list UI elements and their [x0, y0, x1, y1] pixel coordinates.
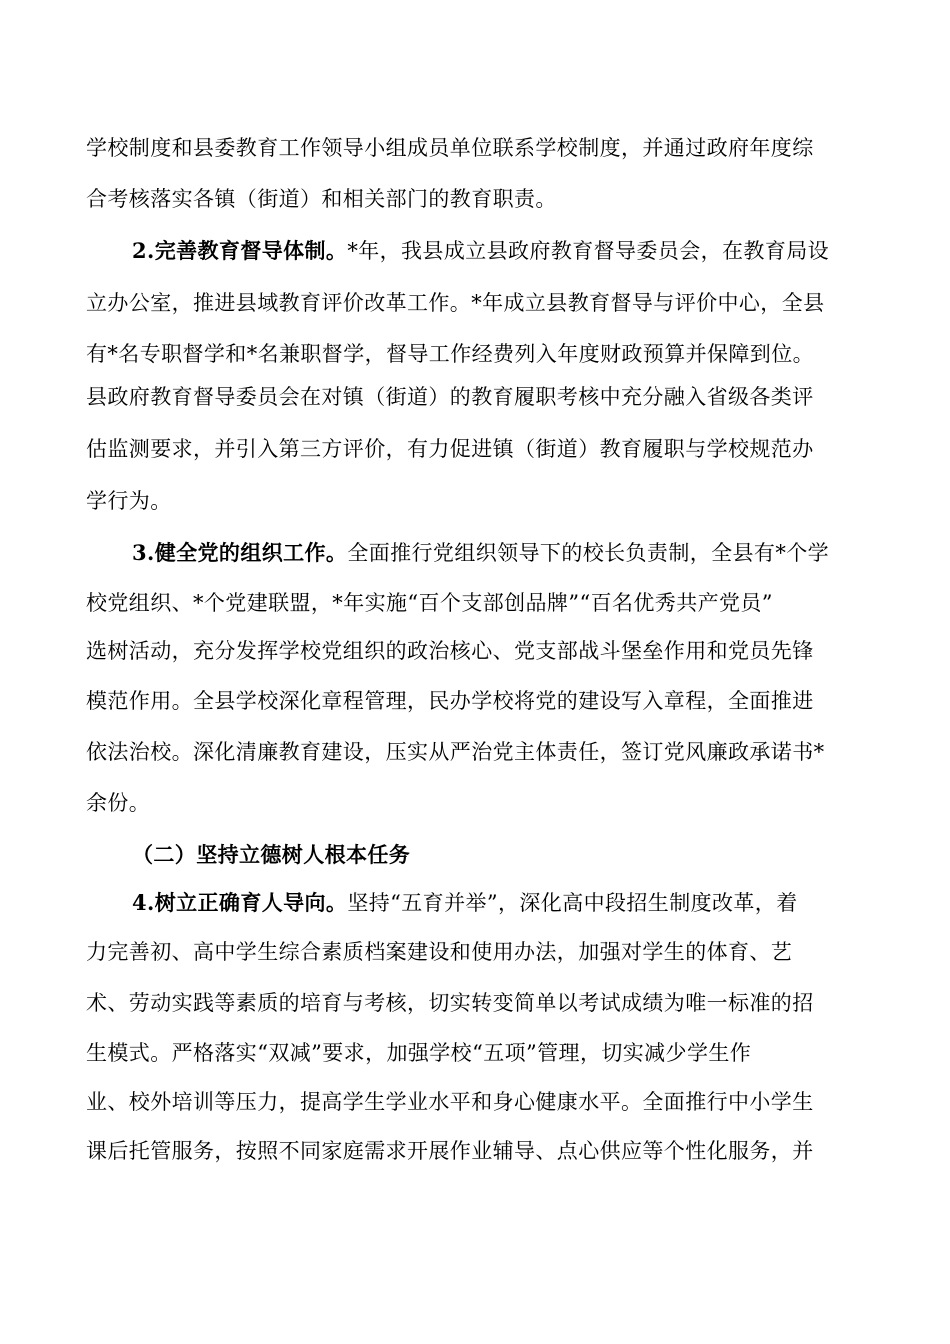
paragraph-line: 县政府教育督导委员会在对镇（街道）的教育履职考核中充分融入省级各类评: [86, 385, 814, 409]
item-2-first-line: [132, 236, 829, 266]
paragraph-line: 选树活动，充分发挥学校党组织的政治核心、党支部战斗堡垒作用和党员先锋: [86, 639, 814, 663]
paragraph-line: 依法治校。深化清廉教育建设，压实从严治党主体责任，签订党风廉政承诺书*: [86, 740, 825, 764]
paragraph-line: 立办公室，推进县域教育评价改革工作。*年成立县教育督导与评价中心，全县: [86, 291, 825, 315]
paragraph-line: 术、劳动实践等素质的培育与考核，切实转变简单以考试成绩为唯一标准的招: [86, 991, 814, 1015]
paragraph-line: 力完善初、高中学生综合素质档案建设和使用办法，加强对学生的体育、艺: [86, 940, 793, 964]
paragraph-line: 课后托管服务，按照不同家庭需求开展作业辅导、点心供应等个性化服务，并: [86, 1139, 814, 1163]
paragraph-line: 校党组织、*个党建联盟，*年实施“百个支部创品牌”“百名优秀共产党员”: [86, 591, 773, 615]
paragraph-line: 模范作用。全县学校深化章程管理，民办学校将党的建设写入章程，全面推进: [86, 689, 814, 713]
item-2-first-line-text: *年，我县成立县政府教育督导委员会，在教育局设: [347, 239, 830, 263]
paragraph-line: 余份。: [86, 791, 151, 815]
paragraph-line: 合考核落实各镇（街道）和相关部门的教育职责。: [86, 187, 557, 211]
item-3-heading: 3.健全党的组织工作。: [132, 540, 348, 565]
paragraph-line: 学行为。: [86, 489, 172, 513]
item-4-heading: 4.树立正确育人导向。: [132, 890, 348, 915]
item-4-first-line: [132, 888, 798, 918]
item-2-heading: 2.完善教育督导体制。: [132, 238, 348, 263]
item-3-first-line-text: 全面推行党组织领导下的校长负责制，全县有*个学: [347, 541, 830, 565]
paragraph-line: 学校制度和县委教育工作领导小组成员单位联系学校制度，并通过政府年度综: [86, 136, 814, 160]
item-3-first-line: [132, 538, 829, 568]
section-heading: （二）坚持立德树人根本任务: [132, 842, 411, 867]
paragraph-line: 估监测要求，并引入第三方评价，有力促进镇（街道）教育履职与学校规范办: [86, 437, 814, 461]
paragraph-line: 业、校外培训等压力，提高学生学业水平和身心健康水平。全面推行中小学生: [86, 1090, 814, 1114]
paragraph-line: 有*名专职督学和*名兼职督学，督导工作经费列入年度财政预算并保障到位。: [86, 342, 814, 366]
paragraph-line: 生模式。严格落实“双减”要求，加强学校“五项”管理，切实减少学生作: [86, 1041, 752, 1065]
item-4-first-line-text: 坚持“五育并举”，深化高中段招生制度改革，着: [347, 891, 798, 915]
